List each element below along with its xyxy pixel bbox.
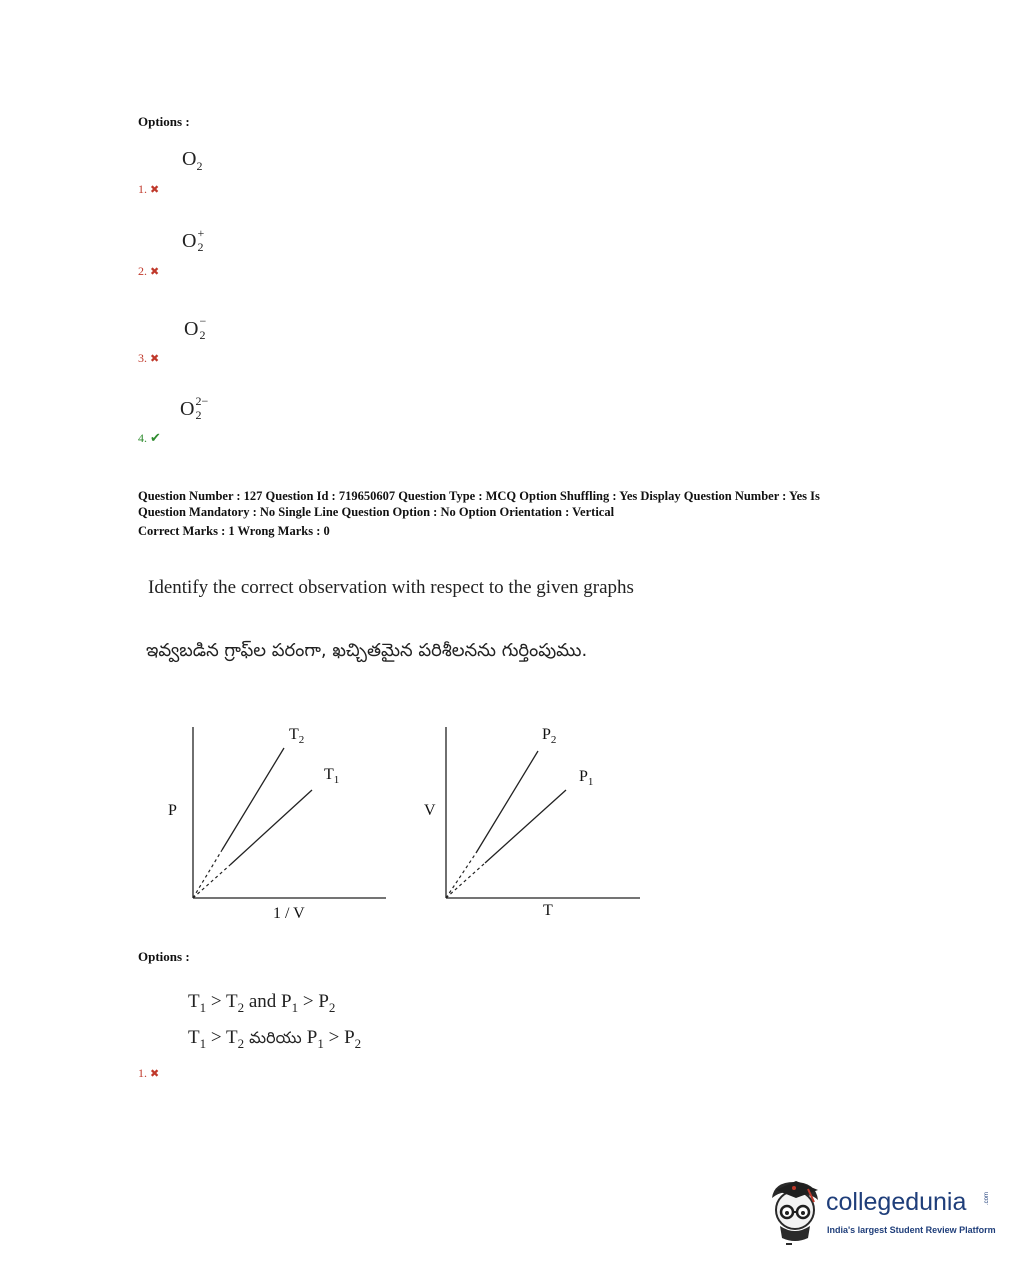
option-number[interactable]: 2. ✖ xyxy=(138,264,160,278)
cross-icon: ✖ xyxy=(150,184,160,196)
option-number[interactable]: 3. ✖ xyxy=(138,351,160,365)
cross-icon: ✖ xyxy=(150,266,160,278)
mascot-icon xyxy=(764,1176,826,1248)
graph-left-y-label: P xyxy=(168,802,177,819)
option-number[interactable]: 1. ✖ xyxy=(138,182,160,196)
graph-right xyxy=(446,727,640,898)
graph-right-x-label: T xyxy=(543,902,553,919)
question-text-telugu: ఇవ్వబడిన గ్రాఫ్‌ల పరంగా, ఖచ్చితమైన పరిశీలనను గుర్తింపుము. xyxy=(146,640,588,661)
collegedunia-logo xyxy=(764,1176,1000,1250)
graph-right-line-label-p1: $P_1$ xyxy=(579,768,594,789)
extrapolation-dashed-line xyxy=(446,863,485,898)
isotherm-line-t2 xyxy=(222,748,284,850)
graph-left-line-label-t1: $T_1$ xyxy=(324,766,340,787)
option-text-telugu: $T_1 > T_2$ మరియు $P_1 > P_2$ xyxy=(188,1027,362,1051)
extrapolation-dashed-line xyxy=(193,865,230,898)
extrapolation-dashed-line xyxy=(193,850,222,898)
option-number[interactable]: 1. ✖ xyxy=(138,1066,160,1080)
isobar-line-p2 xyxy=(476,751,538,853)
option-formula: O + 2 xyxy=(182,226,205,254)
logo-wordmark: collegedunia xyxy=(826,1188,967,1216)
graph-left-line-label-t2: $T_2$ xyxy=(289,726,305,747)
graph-left-x-label: 1 / V xyxy=(273,905,305,922)
logo-tagline: India's largest Student Review Platform xyxy=(827,1225,996,1235)
isotherm-line-t1 xyxy=(230,790,312,865)
cross-icon: ✖ xyxy=(150,1068,160,1080)
option-formula: $O_2$ xyxy=(182,148,203,173)
graph-right-line-label-p2: $P_2$ xyxy=(542,726,557,747)
graphs-figure xyxy=(150,715,670,930)
option-formula: O 2− 2 xyxy=(180,394,209,422)
extrapolation-dashed-line xyxy=(446,853,476,898)
options-heading: Options : xyxy=(138,949,190,964)
logo-com: .com xyxy=(984,1192,990,1206)
check-icon: ✔ xyxy=(150,430,161,445)
option-text-english: $T_1 > T_2$ and $P_1 > P_2$ xyxy=(188,991,336,1015)
options-heading: Options : xyxy=(138,114,190,129)
question-meta: Question Number : 127 Question Id : 719650607 Question Type : MCQ Option Shuffling : Yes Display Question Number : Yes Is Question Mandatory : No Single Line Question Option : No Option Orientation : Vertical Correct Marks : 1 Wrong Marks : 0 xyxy=(138,489,820,538)
graph-right-y-label: V xyxy=(424,802,436,819)
option-number[interactable]: 4. ✔ xyxy=(138,430,161,445)
option-formula: O − 2 xyxy=(184,314,207,342)
isobar-line-p1 xyxy=(485,790,566,863)
graph-left xyxy=(193,727,386,898)
question-text-english: Identify the correct observation with respect to the given graphs xyxy=(148,577,634,598)
cross-icon: ✖ xyxy=(150,353,160,365)
